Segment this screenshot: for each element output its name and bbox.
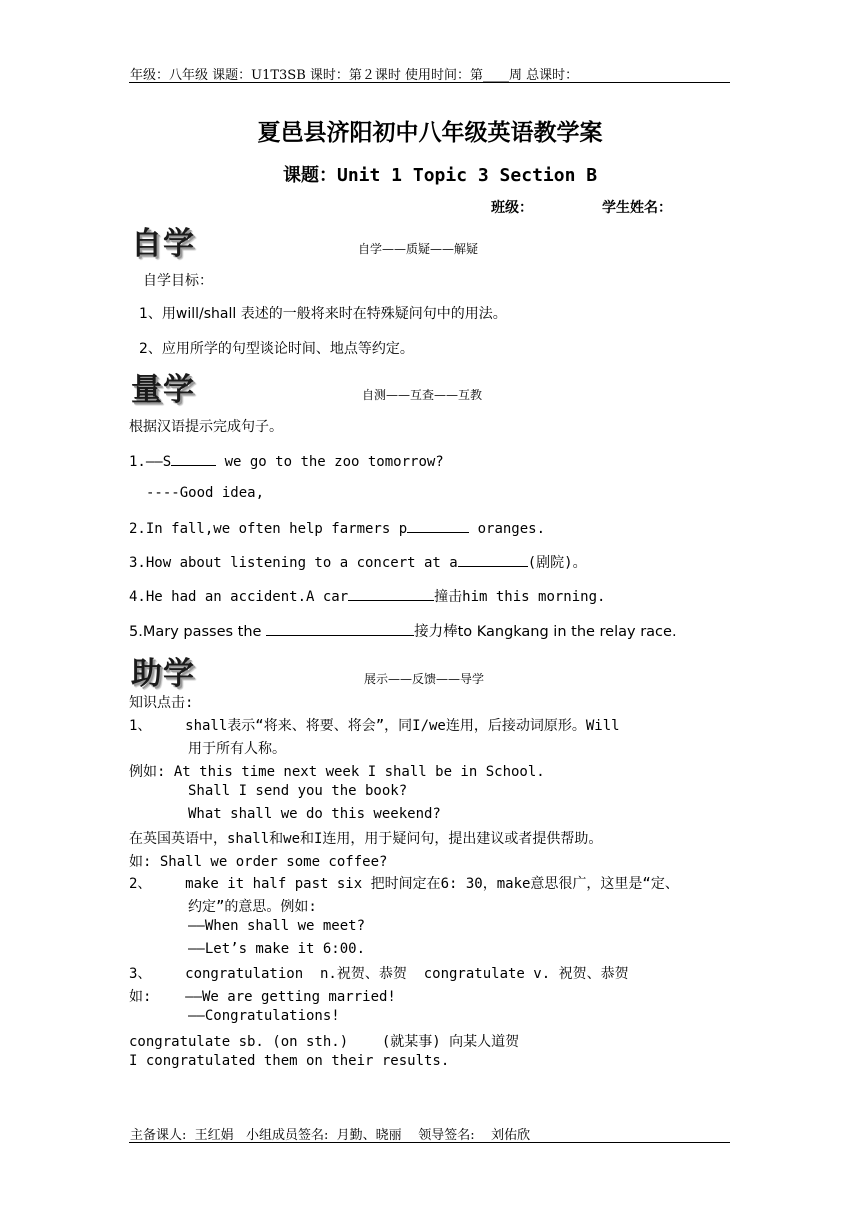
- question-text: 2.In fall,we often help farmers p: [129, 521, 408, 537]
- exercise-question: [129, 552, 587, 572]
- exercise-question: [129, 620, 677, 641]
- page-header: 年级：八年级 课题：U1T3SB 课时：第２课时 使用时间：第____周 总课时：: [130, 68, 579, 83]
- question-text: 撞击him this morning.: [434, 589, 606, 605]
- answer-blank[interactable]: [458, 552, 528, 567]
- question-text: oranges.: [469, 521, 546, 537]
- student-name-label: 学生姓名：: [602, 200, 672, 216]
- answer-blank[interactable]: [171, 451, 216, 466]
- header-rule: [129, 82, 730, 83]
- question-text: 3.How about listening to a concert at a: [129, 555, 458, 571]
- knowledge-line: ——When shall we meet?: [129, 918, 366, 934]
- goal-label: 自学目标：: [143, 273, 213, 289]
- exercise-question: [129, 586, 605, 606]
- exercise-reply: ----Good idea,: [146, 485, 265, 501]
- answer-blank[interactable]: [407, 518, 469, 533]
- knowledge-line: 约定”的意思。例如:: [129, 899, 317, 915]
- knowledge-line: 用于所有人称。: [129, 741, 287, 757]
- goal-item: 1、用will/shall 表述的一般将来时在特殊疑问句中的用法。: [139, 306, 507, 322]
- goal-item: 2、应用所学的句型谈论时间、地点等约定。: [139, 341, 414, 357]
- knowledge-line: 如: ——We are getting married!: [129, 989, 396, 1005]
- question-text: 接力棒to Kangkang in the relay race.: [414, 624, 677, 640]
- knowledge-line: 2、 make it half past six 把时间定在6: 30，make意思很广，这里是“定、: [129, 876, 679, 892]
- knowledge-line: 在英国英语中，shall和we和I连用，用于疑问句，提出建议或者提供帮助。: [129, 831, 603, 847]
- knowledge-line: ——Let’s make it 6:00.: [129, 941, 366, 957]
- exercise-question: [129, 451, 444, 470]
- section-subtitle: 展示——反馈——导学: [364, 672, 485, 686]
- section-badge-self-study: 自学: [131, 226, 195, 262]
- class-label: 班级：: [491, 200, 533, 216]
- section-badge-measure: 量学: [131, 372, 195, 408]
- section-badge-help: 助学: [131, 656, 195, 692]
- exercise-question: [129, 518, 545, 537]
- question-text: we go to the zoo tomorrow?: [216, 454, 444, 470]
- knowledge-line: 1、 shall表示“将来、将要、将会”，同I/we连用，后接动词原形。Will: [129, 718, 620, 734]
- question-text: 1.——S: [129, 454, 172, 470]
- footer-rule: [129, 1142, 730, 1143]
- knowledge-line: What shall we do this weekend?: [129, 806, 441, 822]
- page-title: 夏邑县济阳初中八年级英语教学案: [257, 120, 603, 146]
- knowledge-line: 如: Shall we order some coffee?: [129, 854, 388, 870]
- knowledge-line: 3、 congratulation n.祝贺、恭贺 congratulate v. 祝贺、恭贺: [129, 966, 629, 982]
- knowledge-line: 例如: At this time next week I shall be in School.: [129, 764, 545, 780]
- answer-blank[interactable]: [348, 586, 434, 601]
- section-subtitle: 自学——质疑——解疑: [358, 242, 479, 256]
- knowledge-line: Shall I send you the book?: [129, 783, 408, 799]
- section-subtitle: 自测——互查——互教: [362, 388, 483, 402]
- page-footer: 主备课人: 王红娟 小组成员签名: 月勤、晓丽 领导签名: 刘佑欣: [130, 1128, 531, 1143]
- question-text: 5.Mary passes the: [129, 624, 267, 640]
- knowledge-line: ——Congratulations!: [129, 1008, 340, 1024]
- answer-blank[interactable]: [266, 621, 414, 636]
- knowledge-line: congratulate sb. (on sth.) (就某事) 向某人道贺: [129, 1034, 520, 1050]
- knowledge-line: 知识点击:: [129, 695, 194, 711]
- question-text: 4.He had an accident.A car: [129, 589, 349, 605]
- knowledge-line: I congratulated them on their results.: [129, 1053, 450, 1069]
- question-text: (剧院)。: [527, 555, 587, 571]
- lesson-subtitle: 课题：Unit 1 Topic 3 Section B: [283, 165, 598, 186]
- exercise-instruction: 根据汉语提示完成句子。: [129, 419, 283, 435]
